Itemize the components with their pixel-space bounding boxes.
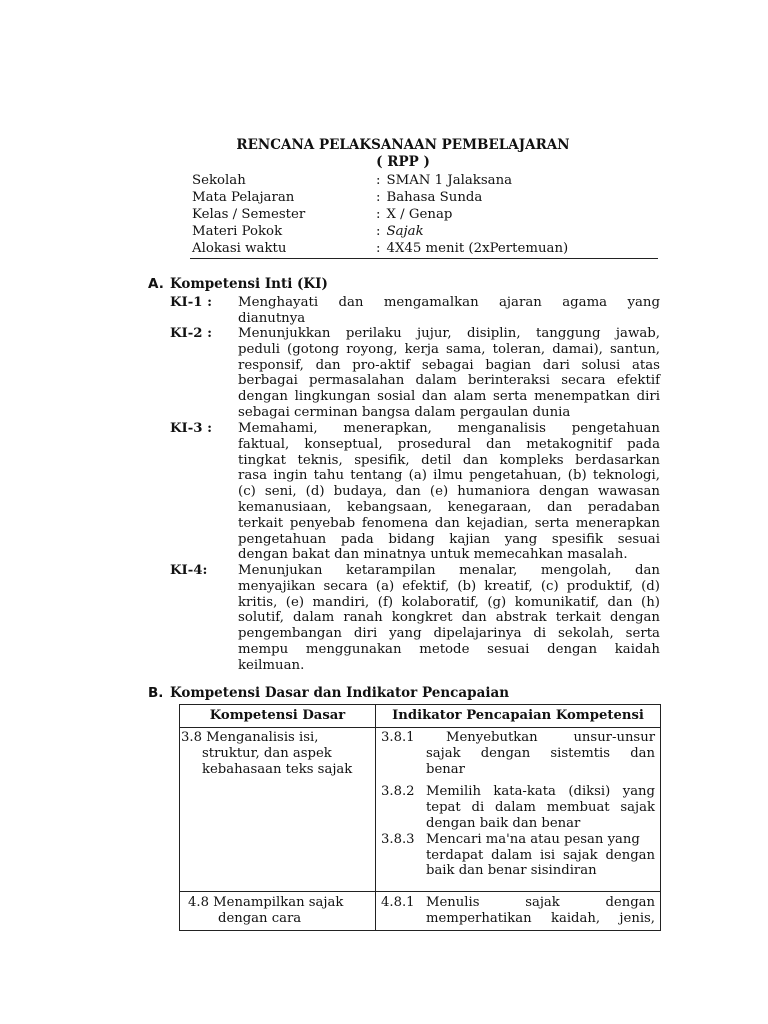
kd-cell: [180, 892, 376, 931]
identity-block: [192, 172, 656, 257]
ki-2: [170, 326, 660, 421]
indicator-item: [376, 895, 660, 927]
ki-line: keilmuan.: [238, 657, 305, 673]
info-separator: :: [376, 173, 381, 188]
table-header-kd: Kompetensi Dasar: [180, 705, 376, 728]
section-letter: A.: [148, 276, 164, 292]
indicator-number: 3.8.3: [381, 831, 415, 847]
indicator-line: tepat di dalam membuat sajak: [426, 800, 655, 816]
ki-line: menyajikan secara (a) efektif, (b) kreatif, (c) produktif, (d): [238, 578, 660, 594]
indicator-line: Mencari ma'na atau pesan yang: [426, 831, 640, 847]
kompetensi-table: [179, 704, 661, 931]
ki-line: Menghayati dan mengamalkan ajaran agama yang: [238, 295, 660, 310]
ki-line: (c) seni, (d) budaya, dan (e) humaniora dengan wawasan: [238, 484, 660, 500]
kd-line-text: kebahasaan teks sajak: [202, 761, 353, 777]
info-value: Bahasa Sunda: [386, 190, 483, 205]
indicator-line: Memilih kata-kata (diksi) yang: [426, 784, 655, 800]
ki-4: [170, 563, 660, 674]
ki-line: terkait penyebab fenomena dan kejadian, serta menerapkan: [238, 515, 660, 531]
ki-line: Memahami, menerapkan, menganalisis pengetahuan: [238, 421, 660, 436]
indicator-number: 4.8.1: [381, 895, 415, 911]
info-value: Sajak: [386, 224, 424, 239]
section-letter: B.: [148, 685, 164, 701]
info-separator: :: [376, 224, 381, 239]
indicator-line: benar: [426, 761, 465, 777]
ki-line: kemanusiaan, kebangsaan, kenegaraan, dan peradaban: [238, 499, 660, 515]
info-row-kelas-semester: [192, 206, 656, 223]
indicator-item: [376, 832, 660, 879]
section-title: Kompetensi Inti (KI): [170, 276, 328, 292]
kd-line: 3.8 Menganalisis isi,: [181, 730, 319, 745]
ki-label: KI-1 :: [170, 295, 213, 310]
ki-label: KI-3 :: [170, 421, 213, 436]
kd-line: dengan cara: [218, 910, 302, 926]
info-row-mata-pelajaran: [192, 189, 656, 206]
ki-line: mempu menggunakan metode sesuai dengan kaidah: [238, 641, 660, 657]
ki-line: peduli (gotong royong, kerja sama, toleran, damai), santun,: [238, 341, 660, 357]
ki-line: dengan lingkungan sosial dan alam serta menempatkan diri: [238, 389, 660, 405]
document-subtitle: ( RPP ): [376, 154, 430, 170]
info-key: Kelas / Semester: [192, 207, 306, 222]
kd-cell: [180, 728, 376, 892]
info-separator: :: [376, 207, 381, 222]
info-separator: :: [376, 190, 381, 205]
document-title: RENCANA PELAKSANAAN PEMBELAJARAN: [236, 137, 570, 153]
table-header-indikator: Indikator Pencapaian Kompetensi: [376, 705, 661, 728]
indikator-cell: [376, 728, 661, 892]
ki-line: tingkat teknis, spesifik, detil dan kompleks berdasarkan: [238, 452, 660, 468]
indicator-line: Menyebutkan unsur-unsur: [446, 730, 655, 745]
ki-line: Menunjukkan perilaku jujur, disiplin, tanggung jawab,: [238, 326, 660, 341]
ki-line: dianutnya: [238, 310, 306, 326]
indicator-line: baik dan benar sisindiran: [426, 863, 597, 879]
ki-line: responsif, dan pro-aktif sebagai bagian dari solusi atas: [238, 357, 660, 373]
header-divider: [190, 258, 658, 259]
kd-line: 4.8 Menampilkan sajak: [188, 895, 344, 911]
indicator-number: 3.8.1: [381, 730, 415, 745]
info-key: Sekolah: [192, 173, 246, 188]
ki-line: solutif, dalam ranah kongkret dan abstrak terkait dengan: [238, 610, 660, 626]
table-row: [180, 728, 661, 892]
indicator-item: [376, 730, 660, 777]
info-key: Materi Pokok: [192, 224, 283, 239]
info-value: 4X45 menit (2xPertemuan): [386, 241, 569, 256]
indicator-item: [376, 784, 660, 831]
ki-label: KI-2 :: [170, 326, 213, 341]
ki-line: pengembangan diri yang dipelajarinya di sekolah, serta: [238, 626, 660, 642]
indicator-line: memperhatikan kaidah, jenis,: [426, 910, 655, 926]
info-row-materi-pokok: [192, 223, 656, 240]
info-row-sekolah: [192, 172, 656, 189]
indikator-cell: [376, 892, 661, 931]
table-header-row: [180, 705, 661, 728]
ki-line: sebagai cerminan bangsa dalam pergaulan dunia: [238, 404, 571, 420]
indicator-line: terdapat dalam isi sajak dengan: [426, 847, 655, 863]
kd-line: struktur, dan aspek: [202, 745, 332, 761]
indicator-number: 3.8.2: [381, 784, 415, 800]
ki-line: faktual, konseptual, prosedural dan metakognitif pada: [238, 436, 660, 452]
info-separator: :: [376, 241, 381, 256]
indicator-line: dengan baik dan benar: [426, 815, 581, 831]
ki-1: [170, 295, 660, 327]
ki-line: Menunjukan ketarampilan menalar, mengolah, dan: [238, 563, 660, 578]
ki-label: KI-4:: [170, 563, 208, 578]
info-value: X / Genap: [386, 207, 453, 222]
ki-3: [170, 421, 660, 563]
kd-line: [180, 762, 375, 778]
info-key: Mata Pelajaran: [192, 190, 295, 205]
indicator-line: sajak dengan sistemtis dan: [426, 745, 655, 761]
section-title: Kompetensi Dasar dan Indikator Pencapaian: [170, 685, 510, 701]
table-row: [180, 892, 661, 931]
info-key: Alokasi waktu: [192, 241, 287, 256]
indicator-line: Menulis sajak dengan: [426, 895, 655, 911]
ki-line: berbagai permasalahan dalam berinteraksi secara efektif: [238, 373, 660, 389]
info-value: SMAN 1 Jalaksana: [386, 173, 513, 188]
ki-line: pengetahuan pada bidang kajian yang spesifik sesuai: [238, 531, 660, 547]
ki-line: kritis, (e) mandiri, (f) kolaboratif, (g) komunikatif, dan (h): [238, 594, 660, 610]
ki-line: rasa ingin tahu tentang (a) ilmu pengetahuan, (b) teknologi,: [238, 468, 660, 484]
info-row-alokasi-waktu: [192, 240, 656, 257]
ki-line: dengan bakat dan minatnya untuk memecahkan masalah.: [238, 547, 628, 563]
